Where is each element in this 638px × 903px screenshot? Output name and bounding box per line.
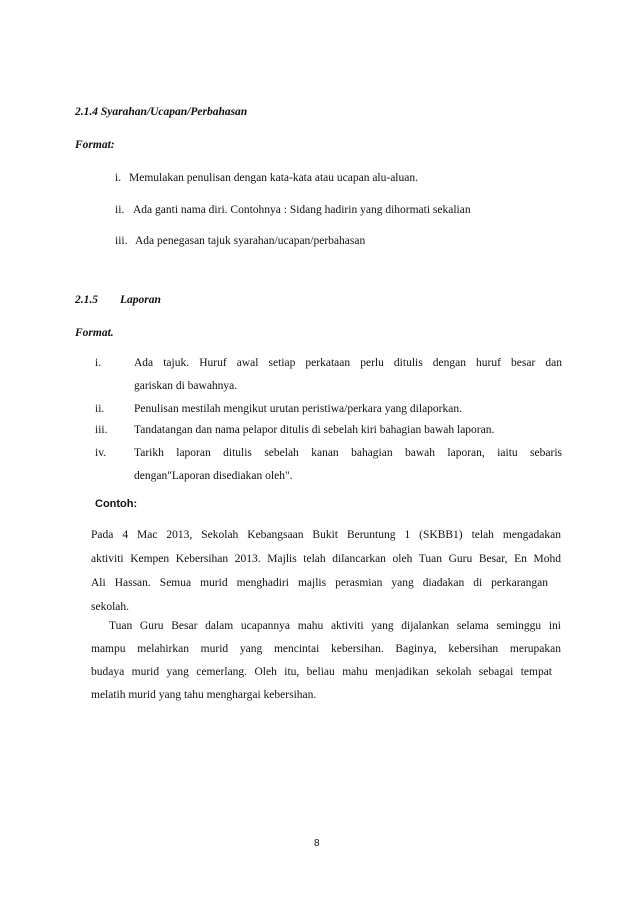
paragraph-line: mampu melahirkan murid yang mencintai kebersihan. Baginya, kebersihan merupakan xyxy=(91,643,561,655)
list-item-number: i. xyxy=(95,357,102,369)
section-215-heading-title: Laporan xyxy=(120,294,161,306)
paragraph-line: budaya murid yang cemerlang. Oleh itu, beliau mahu menjadikan sekolah sebagai tempat xyxy=(91,666,552,678)
paragraph-line: aktiviti Kempen Kebersihan 2013. Majlis telah dilancarkan oleh Tuan Guru Besar, En Mohd xyxy=(91,553,561,565)
section-215-format-label: Format. xyxy=(75,327,114,339)
list-item-number: iii. xyxy=(95,424,108,436)
list-item-number: i. xyxy=(115,172,122,184)
paragraph-line: melatih murid yang tahu menghargai kebersihan. xyxy=(91,689,317,701)
section-214-format-label: Format: xyxy=(75,139,115,151)
list-item-text: Tarikh laporan ditulis sebelah kanan bahagian bawah laporan, iaitu sebaris xyxy=(134,447,562,459)
section-215-heading-number: 2.1.5 xyxy=(75,294,98,306)
example-label: Contoh: xyxy=(95,498,138,510)
section-214-heading: 2.1.4 Syarahan/Ucapan/Perbahasan xyxy=(75,106,248,118)
list-item-text: Ada ganti nama diri. Contohnya : Sidang hadirin yang dihormati sekalian xyxy=(133,204,471,216)
paragraph-line: Pada 4 Mac 2013, Sekolah Kebangsaan Bukit Beruntung 1 (SKBB1) telah mengadakan xyxy=(91,529,561,541)
list-item-text: Penulisan mestilah mengikut urutan peristiwa/perkara yang dilaporkan. xyxy=(134,403,462,415)
paragraph-line: Ali Hassan. Semua murid menghadiri majlis perasmian yang diadakan di perkarangan xyxy=(91,577,548,589)
paragraph-line: Tuan Guru Besar dalam ucapannya mahu aktiviti yang dijalankan selama seminggu ini xyxy=(109,620,561,632)
list-item-number: ii. xyxy=(115,204,125,216)
list-item-text: Ada penegasan tajuk syarahan/ucapan/perbahasan xyxy=(135,235,366,247)
list-item-text: Memulakan penulisan dengan kata-kata atau ucapan alu-aluan. xyxy=(129,172,418,184)
list-item-text-continued: dengan"Laporan disediakan oleh". xyxy=(134,470,293,482)
list-item-number: iii. xyxy=(115,235,128,247)
list-item-text: Ada tajuk. Huruf awal setiap perkataan perlu ditulis dengan huruf besar dan xyxy=(134,357,562,369)
list-item-text: Tandatangan dan nama pelapor ditulis di sebelah kiri bahagian bawah laporan. xyxy=(134,424,495,436)
list-item-text-continued: gariskan di bawahnya. xyxy=(134,380,238,392)
paragraph-line: sekolah. xyxy=(91,601,130,613)
list-item-number: iv. xyxy=(95,447,107,459)
page-number: 8 xyxy=(314,838,320,849)
list-item-number: ii. xyxy=(95,403,105,415)
